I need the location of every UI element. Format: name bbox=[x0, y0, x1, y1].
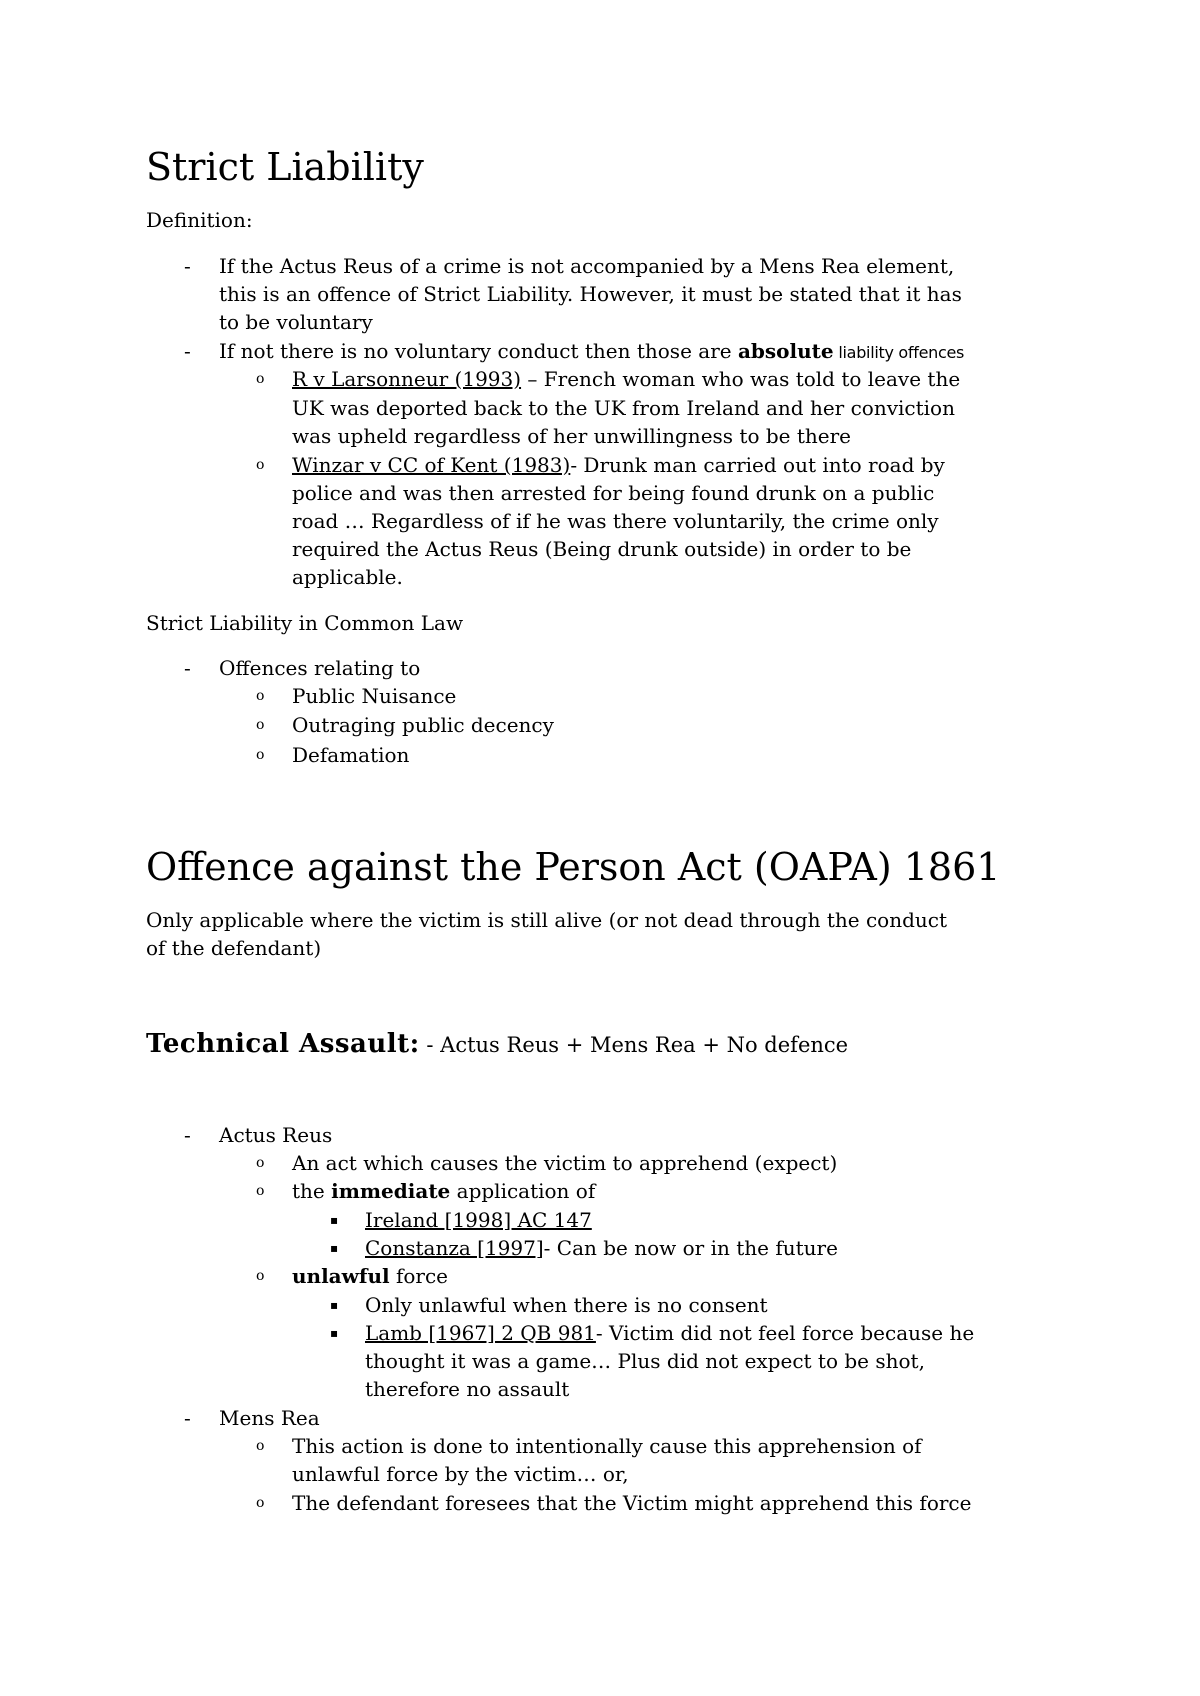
case-winzar-cont: road … Regardless of if he was there voluntarily, the crime only bbox=[292, 509, 939, 533]
absolute-liability-line bbox=[219, 337, 964, 367]
case-winzar-cont: police and was then arrested for being found drunk on a public bbox=[292, 481, 935, 505]
case-winzar-cont: applicable. bbox=[292, 565, 403, 589]
offence-item: Defamation bbox=[292, 743, 410, 767]
oapa-intro-line: Only applicable where the victim is still alive (or not dead through the conduct bbox=[146, 908, 947, 932]
circle-bullet: o bbox=[256, 1495, 265, 1511]
dash-bullet: - bbox=[184, 254, 191, 278]
immediate-bold-word: immediate bbox=[331, 1179, 451, 1203]
common-law-label: Strict Liability in Common Law bbox=[146, 611, 464, 635]
case-larsonneur-cont: was upheld regardless of her unwillingness to be there bbox=[292, 424, 851, 448]
circle-bullet: o bbox=[256, 688, 265, 704]
offence-item: Public Nuisance bbox=[292, 684, 457, 708]
dash-bullet: - bbox=[184, 656, 191, 680]
circle-bullet: o bbox=[256, 457, 265, 473]
circle-bullet: o bbox=[256, 717, 265, 733]
circle-bullet: o bbox=[256, 1438, 265, 1454]
absolute-liability-prefix: If not there is no voluntary conduct then those are bbox=[219, 339, 738, 363]
square-bullet: ▪ bbox=[330, 1326, 339, 1340]
mens-rea-item: This action is done to intentionally cause this apprehension of bbox=[292, 1434, 922, 1458]
circle-bullet: o bbox=[256, 747, 265, 763]
technical-assault-heading bbox=[146, 1026, 848, 1063]
immediate-prefix: the bbox=[292, 1179, 332, 1203]
mens-rea-item: The defendant foresees that the Victim might apprehend this force bbox=[292, 1491, 972, 1515]
case-lamb-line bbox=[365, 1319, 974, 1347]
actus-reus-item-immediate bbox=[292, 1177, 595, 1205]
dash-bullet: - bbox=[184, 1406, 191, 1430]
case-constanza-line bbox=[365, 1234, 838, 1262]
actus-reus-label: Actus Reus bbox=[219, 1123, 333, 1147]
mens-rea-label: Mens Rea bbox=[219, 1406, 320, 1430]
case-larsonneur-cont: UK was deported back to the UK from Ireland and her conviction bbox=[292, 396, 955, 420]
dash-bullet: - bbox=[184, 1123, 191, 1147]
square-bullet: ▪ bbox=[330, 1298, 339, 1312]
case-larsonneur: R v Larsonneur (1993) bbox=[292, 367, 522, 391]
oapa-intro-line: of the defendant) bbox=[146, 936, 322, 960]
unlawful-bold-word: unlawful bbox=[292, 1264, 390, 1288]
offence-item: Outraging public decency bbox=[292, 713, 554, 737]
case-lamb-text: - Victim did not feel force because he bbox=[595, 1321, 975, 1345]
case-lamb-cont: thought it was a game… Plus did not expect to be shot, bbox=[365, 1349, 925, 1373]
circle-bullet: o bbox=[256, 1183, 265, 1199]
technical-assault-title: Technical Assault: bbox=[146, 1029, 420, 1059]
case-larsonneur-line bbox=[292, 365, 960, 393]
case-lamb: Lamb [1967] 2 QB 981 bbox=[365, 1321, 596, 1345]
circle-bullet: o bbox=[256, 371, 265, 387]
definition-label: Definition: bbox=[146, 208, 253, 232]
definition-line: this is an offence of Strict Liability. However, it must be stated that it has bbox=[219, 282, 962, 306]
actus-reus-item-unlawful bbox=[292, 1262, 448, 1290]
mens-rea-item-cont: unlawful force by the victim… or, bbox=[292, 1462, 629, 1486]
absolute-bold-word: absolute bbox=[737, 339, 834, 363]
dash-bullet: - bbox=[184, 339, 191, 363]
case-ireland: Ireland [1998] AC 147 bbox=[365, 1208, 592, 1232]
square-bullet: ▪ bbox=[330, 1241, 339, 1255]
technical-assault-formula: - Actus Reus + Mens Rea + No defence bbox=[419, 1033, 849, 1057]
case-winzar-text: - Drunk man carried out into road by bbox=[570, 453, 945, 477]
actus-reus-item: An act which causes the victim to apprehend (expect) bbox=[292, 1151, 838, 1175]
case-winzar-line bbox=[292, 451, 945, 479]
circle-bullet: o bbox=[256, 1155, 265, 1171]
circle-bullet: o bbox=[256, 1268, 265, 1284]
case-larsonneur-text: – French woman who was told to leave the bbox=[521, 367, 961, 391]
square-bullet: ▪ bbox=[330, 1213, 339, 1227]
case-lamb-cont: therefore no assault bbox=[365, 1377, 570, 1401]
case-winzar: Winzar v CC of Kent (1983) bbox=[292, 453, 571, 477]
case-constanza-text: - Can be now or in the future bbox=[543, 1236, 838, 1260]
section-title-strict-liability: Strict Liability bbox=[146, 145, 424, 189]
case-winzar-cont: required the Actus Reus (Being drunk outside) in order to be bbox=[292, 537, 912, 561]
absolute-liability-suffix: liability offences bbox=[833, 343, 965, 362]
unlawful-suffix: force bbox=[389, 1264, 449, 1288]
definition-line: to be voluntary bbox=[219, 310, 373, 334]
unlawful-note: Only unlawful when there is no consent bbox=[365, 1293, 768, 1317]
immediate-suffix: application of bbox=[450, 1179, 596, 1203]
definition-line: If the Actus Reus of a crime is not accompanied by a Mens Rea element, bbox=[219, 254, 955, 278]
offences-label: Offences relating to bbox=[219, 656, 421, 680]
section-title-oapa: Offence against the Person Act (OAPA) 1861 bbox=[146, 845, 1001, 889]
case-constanza: Constanza [1997] bbox=[365, 1236, 544, 1260]
